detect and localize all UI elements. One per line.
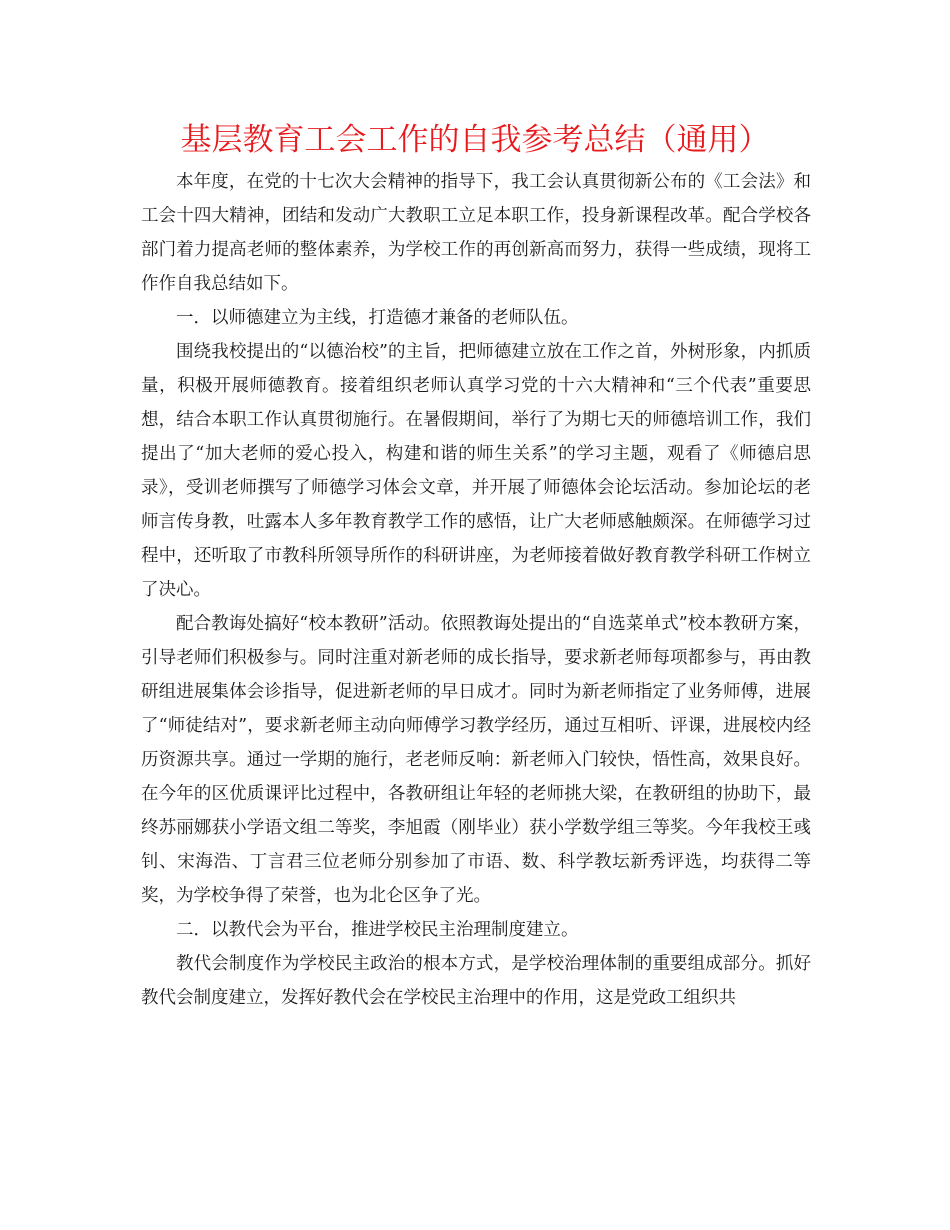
body-paragraph: 教代会制度作为学校民主政治的根本方式，是学校治理体制的重要组成部分。抓好教代会制度建立，发挥好教代会在学校民主治理中的作用，这是党政工组织共 [141,954,811,1008]
body-paragraph: 配合教诲处搞好“校本教研”活动。依照教诲处提出的“自选菜单式”校本教研方案，引导老师们积极参与。同时注重对新老师的成长指导，要求新老师每项都参与，再由教研组进展集体会诊指导，促进新老师的早日成才。同时为新老师指定了业务师傅，进展了“师徒结对”，要求新老师主动向师傅学习教学经历，通过互相听、评课，进展校内经历资源共享。通过一学期的施行，老老师反响：新老师入门较快，悟性高，效果良好。在今年的区优质课评比过程中，各教研组让年轻的老师挑大梁，在教研组的协助下，最终苏丽娜获小学语文组二等奖，李旭霞（刚毕业）获小学数学组三等奖。今年我校王彧钊、宋海浩、丁言君三位老师分别参加了市语、数、科学教坛新秀评选，均获得二等奖，为学校争得了荣誉，也为北仑区争了光。 [141,614,811,906]
section-heading-1: 一．以师德建立为主线，打造德才兼备的老师队伍。 [176,308,579,328]
section-heading-2: 二．以教代会为平台，推进学校民主治理制度建立。 [176,920,579,940]
intro-paragraph: 本年度，在党的十七次大会精神的指导下，我工会认真贯彻新公布的《工会法》和工会十四大精神，团结和发动广大教职工立足本职工作，投身新课程改革。配合学校各部门着力提高老师的整体素养，为学校工作的再创新高而努力，获得一些成绩，现将工作作自我总结如下。 [141,172,811,294]
document-title: 基层教育工会工作的自我参考总结（通用） [180,122,770,158]
document-body [141,165,811,1015]
body-paragraph: 围绕我校提出的“以德治校”的主旨，把师德建立放在工作之首，外树形象，内抓质量，积极开展师德教育。接着组织老师认真学习党的十六大精神和“三个代表”重要思想，结合本职工作认真贯彻施行。在暑假期间，举行了为期七天的师德培训工作，我们提出了“加大老师的爱心投入，构建和谐的师生关系”的学习主题，观看了《师德启思录》，受训老师撰写了师德学习体会文章，并开展了师德体会论坛活动。参加论坛的老师言传身教，吐露本人多年教育教学工作的感悟，让广大老师感触颇深。在师德学习过程中，还听取了市教科所领导所作的科研讲座，为老师接着做好教育教学科研工作树立了决心。 [141,342,811,600]
